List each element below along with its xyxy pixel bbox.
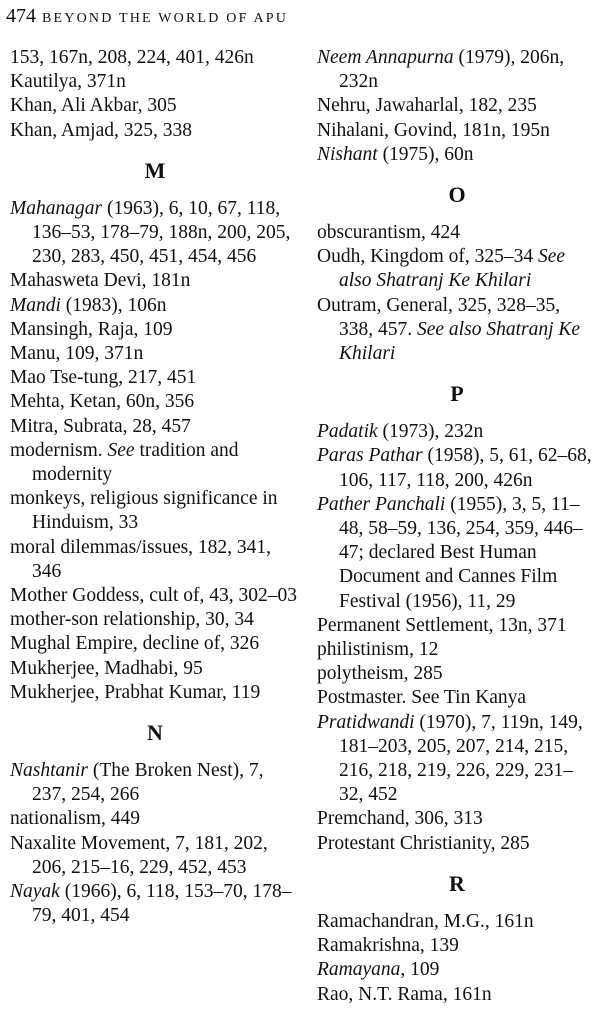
index-entry: Nihalani, Govind, 181n, 195n xyxy=(317,119,550,141)
index-entry: mother-son relationship, 30, 34 xyxy=(10,609,254,631)
index-entry: Naxalite Movement, 7, 181, 202, 206, 215–16, 229, 452, 453 xyxy=(10,832,268,878)
index-entry: Mitra, Subrata, 28, 457 xyxy=(10,415,191,437)
section-letter-r: R xyxy=(449,870,465,896)
index-entry: Mughal Empire, decline of, 326 xyxy=(10,633,260,655)
page-number: 474 xyxy=(6,5,36,27)
index-entry: Khan, Amjad, 325, 338 xyxy=(10,119,192,141)
index-entry: Ramayana, 109 xyxy=(317,959,440,981)
section-letter-p: P xyxy=(450,381,464,407)
running-title: BEYOND THE WORLD OF APU xyxy=(42,11,289,26)
index-entry: Neem Annapurna (1979), 206n, 232n xyxy=(317,47,565,93)
index-entry: Premchand, 306, 313 xyxy=(317,808,483,830)
index-entry: Mehta, Ketan, 60n, 356 xyxy=(10,391,195,413)
index-entry: Outram, General, 325, 328–35, 338, 457. See also Shatranj Ke Khilari xyxy=(317,294,581,365)
index-entry: Oudh, Kingdom of, 325–34 See also Shatranj Ke Khilari xyxy=(317,246,566,292)
index-entry: polytheism, 285 xyxy=(317,663,443,685)
index-entry: Kautilya, 371n xyxy=(10,71,126,93)
index-entry: Mother Goddess, cult of, 43, 302–03 xyxy=(10,585,298,607)
index-entry: Mao Tse-tung, 217, 451 xyxy=(10,367,197,389)
index-entry: Khan, Ali Akbar, 305 xyxy=(10,95,177,117)
index-entry: Ramakrishna, 139 xyxy=(317,935,459,957)
index-entry: Mahanagar (1963), 6, 10, 67, 118, 136–53, 178–79, 188n, 200, 205, 230, 283, 450, 451, 454, 456 xyxy=(10,197,291,268)
index-entry: Mukherjee, Prabhat Kumar, 119 xyxy=(10,681,261,703)
index-entry: nationalism, 449 xyxy=(10,808,140,830)
running-head xyxy=(6,2,288,33)
index-column-right xyxy=(317,46,597,1007)
index-entry: Protestant Christianity, 285 xyxy=(317,832,530,854)
index-entry: Nehru, Jawaharlal, 182, 235 xyxy=(317,95,537,117)
index-entry: Postmaster. See Tin Kanya xyxy=(317,687,527,709)
index-entry: Mahasweta Devi, 181n xyxy=(10,270,191,292)
index-entry: philistinism, 12 xyxy=(317,639,439,661)
index-entry: Paras Pathar (1958), 5, 61, 62–68, 106, 117, 118, 200, 426n xyxy=(317,445,592,491)
index-entry: Permanent Settlement, 13n, 371 xyxy=(317,614,567,636)
section-letter-m: M xyxy=(144,157,166,183)
index-entry: Rao, N.T. Rama, 161n xyxy=(317,983,492,1005)
index-entry: Nayak (1966), 6, 118, 153–70, 178–79, 401, 454 xyxy=(10,881,292,927)
section-letter-n: N xyxy=(147,720,163,746)
section-letter-o: O xyxy=(448,182,466,208)
index-entry: obscurantism, 424 xyxy=(317,222,460,244)
index-entry: Mukherjee, Madhabi, 95 xyxy=(10,657,203,679)
index-entry: Nishant (1975), 60n xyxy=(317,143,474,165)
index-column-left xyxy=(10,46,300,929)
index-entry: monkeys, religious significance in Hinduism, 33 xyxy=(10,488,278,534)
index-entry: modernism. See tradition and modernity xyxy=(10,439,239,486)
index-entry: Pather Panchali (1955), 3, 5, 11–48, 58–59, 136, 254, 359, 446–47; declared Best Human Document and Cannes Film Festival (1956), 11, 29 xyxy=(317,493,583,612)
index-entry: Padatik (1973), 232n xyxy=(317,421,484,443)
index-entry: Mandi (1983), 106n xyxy=(10,294,167,316)
index-entry: Nashtanir (The Broken Nest), 7, 237, 254, 266 xyxy=(10,760,264,806)
index-entry: Mansingh, Raja, 109 xyxy=(10,318,173,340)
index-entry: moral dilemmas/issues, 182, 341, 346 xyxy=(10,536,272,582)
index-entry: Manu, 109, 371n xyxy=(10,343,144,365)
index-entry-continuation: 153, 167n, 208, 224, 401, 426n xyxy=(10,47,254,68)
index-entry: Pratidwandi (1970), 7, 119n, 149, 181–203, 205, 207, 214, 215, 216, 218, 219, 226, 229, 231–32, 452 xyxy=(317,711,583,806)
index-entry: Ramachandran, M.G., 161n xyxy=(317,910,534,932)
